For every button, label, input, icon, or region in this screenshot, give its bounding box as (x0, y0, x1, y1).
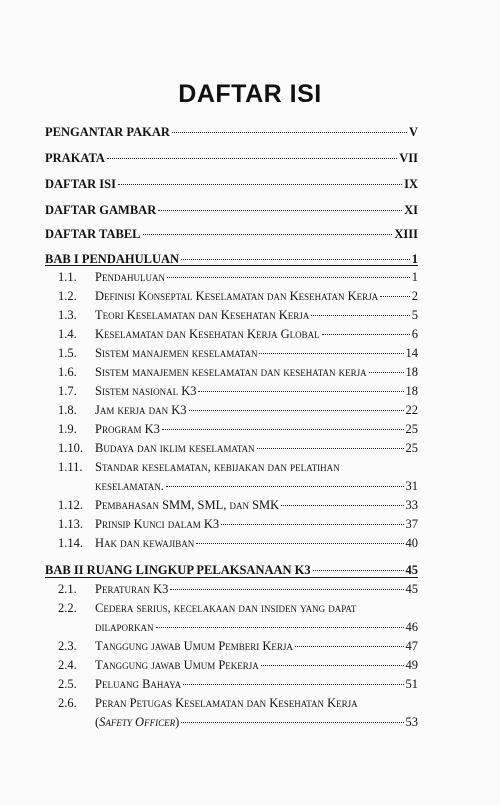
toc-entry-pengantar-pakar[interactable] (45, 125, 418, 140)
chapter-divider (45, 577, 418, 578)
dot-leader (259, 353, 403, 354)
section-page: 31 (405, 479, 418, 493)
section-page: 18 (405, 365, 418, 379)
dot-leader (380, 296, 410, 297)
toc-section-1-3[interactable] (58, 308, 418, 323)
section-label: Tanggung jawab Umum Pekerja (95, 658, 259, 672)
section-number: 2.6. (58, 696, 77, 710)
dot-leader (172, 132, 407, 133)
section-number: 1.12. (58, 498, 83, 512)
section-page: 33 (405, 498, 418, 512)
section-number: 1.2. (58, 289, 77, 303)
dot-leader (196, 543, 403, 544)
dot-leader (107, 158, 397, 159)
entry-page: V (408, 125, 418, 139)
dot-leader (118, 184, 402, 185)
entry-label: PENGANTAR PAKAR (45, 125, 170, 139)
section-label-continued: keselamatan. (95, 479, 164, 493)
section-number: 1.5. (58, 346, 77, 360)
section-label: Sistem manajemen keselamatan dan kesehatan kerja (95, 365, 367, 379)
toc-section-2-6-continued[interactable] (95, 715, 418, 730)
toc-section-1-11-continued[interactable] (95, 479, 418, 494)
chapter-page: 1 (411, 252, 418, 266)
section-number: 1.7. (58, 384, 77, 398)
entry-label: DAFTAR TABEL (45, 227, 141, 241)
section-label: Peran Petugas Keselamatan dan Kesehatan Kerja (95, 696, 358, 710)
dot-leader (311, 315, 409, 316)
section-number: 2.5. (58, 677, 77, 691)
section-page: 25 (405, 422, 418, 436)
section-page: 18 (405, 384, 418, 398)
dot-leader (295, 646, 404, 647)
toc-section-1-7[interactable] (58, 384, 418, 399)
dot-leader (198, 391, 403, 392)
dot-leader (170, 589, 403, 590)
section-label: Peraturan K3 (95, 582, 169, 596)
section-label: Budaya dan iklim keselamatan (95, 441, 255, 455)
section-label: Tanggung jawab Umum Pemberi Kerja (95, 639, 293, 653)
section-label: Hak dan kewajiban (95, 536, 195, 550)
section-number: 2.1. (58, 582, 77, 596)
section-label: Teori Keselamatan dan Kesehatan Kerja (95, 308, 310, 322)
toc-section-2-3[interactable] (58, 639, 418, 654)
toc-entry-daftar-tabel[interactable] (45, 227, 418, 242)
toc-chapter-bab-2[interactable] (45, 563, 418, 578)
section-label: Jam kerja dan K3 (95, 403, 187, 417)
entry-page: XI (404, 203, 418, 217)
entry-page: IX (404, 177, 418, 191)
section-label: Sistem manajemen keselamatan (95, 346, 258, 360)
toc-section-1-9[interactable] (58, 422, 418, 437)
section-page: 22 (405, 403, 418, 417)
chapter-label: BAB I PENDAHULUAN (45, 252, 180, 266)
section-label-continued: dilaporkan (95, 620, 154, 634)
paren-close: ) (175, 715, 180, 729)
entry-label: DAFTAR GAMBAR (45, 203, 157, 217)
toc-section-1-8[interactable] (58, 403, 418, 418)
section-page: 37 (405, 517, 418, 531)
toc-section-1-10[interactable] (58, 441, 418, 456)
section-page: 40 (405, 536, 418, 550)
toc-section-2-2[interactable] (58, 601, 418, 616)
paren-open: ( (95, 715, 100, 729)
entry-label: DAFTAR ISI (45, 177, 116, 191)
section-page: 45 (405, 582, 418, 596)
entry-label: PRAKATA (45, 151, 105, 165)
dot-leader (181, 722, 403, 723)
dot-leader (322, 334, 410, 335)
section-page: 5 (411, 308, 418, 322)
section-number: 1.6. (58, 365, 77, 379)
section-label: Definisi Konseptal Keselamatan dan Kesehatan Kerja (95, 289, 379, 303)
section-label: Keselamatan dan Kesehatan Kerja Global (95, 327, 320, 341)
dot-leader (257, 448, 404, 449)
section-page: 25 (405, 441, 418, 455)
section-label: Program K3 (95, 422, 160, 436)
dot-leader (369, 372, 404, 373)
chapter-divider (45, 265, 418, 266)
toc-section-2-1[interactable] (58, 582, 418, 597)
toc-section-1-12[interactable] (58, 498, 418, 513)
section-page: 14 (405, 346, 418, 360)
entry-page: VII (399, 151, 418, 165)
dot-leader (221, 524, 403, 525)
toc-section-1-13[interactable] (58, 517, 418, 532)
chapter-page: 45 (405, 563, 418, 577)
section-page: 46 (405, 620, 418, 634)
toc-section-2-6[interactable] (58, 696, 418, 711)
toc-section-1-5[interactable] (58, 346, 418, 361)
dot-leader (181, 259, 410, 260)
section-label: Pendahuluan (95, 270, 165, 284)
section-label: Prinsip Kunci dalam K3 (95, 517, 220, 531)
dot-leader (158, 210, 402, 211)
section-label: Cedera serius, kecelakaan dan insiden yang dapat (95, 601, 357, 615)
dot-leader (156, 627, 404, 628)
section-number: 1.4. (58, 327, 77, 341)
section-page: 2 (411, 289, 418, 303)
page-title: DAFTAR ISI (178, 80, 322, 108)
dot-leader (189, 410, 404, 411)
section-number: 1.10. (58, 441, 83, 455)
section-number: 1.9. (58, 422, 77, 436)
section-page: 49 (405, 658, 418, 672)
toc-section-1-14[interactable] (58, 536, 418, 551)
dot-leader (281, 505, 403, 506)
toc-section-1-1[interactable] (58, 270, 418, 285)
toc-section-2-2-continued[interactable] (95, 620, 418, 635)
toc-section-1-6[interactable] (58, 365, 418, 380)
section-label: Standar keselamatan, kebijakan dan pelatihan (95, 460, 340, 474)
entry-page: XIII (394, 227, 418, 241)
section-page: 53 (405, 715, 418, 729)
section-label: Pembahasan SMM, SML, dan SMK (95, 498, 280, 512)
dot-leader (143, 234, 393, 235)
section-page: 6 (411, 327, 418, 341)
chapter-label: BAB II RUANG LINGKUP PELAKSANAAN K3 (45, 563, 311, 577)
section-label: Sistem nasional K3 (95, 384, 197, 398)
section-number: 1.13. (58, 517, 83, 531)
section-page: 47 (405, 639, 418, 653)
toc-entry-daftar-isi[interactable] (45, 177, 418, 192)
section-label-continued: Safety Officer (99, 715, 176, 729)
section-number: 2.4. (58, 658, 77, 672)
dot-leader (162, 429, 404, 430)
toc-section-2-4[interactable] (58, 658, 418, 673)
toc-entry-prakata[interactable] (45, 151, 418, 166)
section-number: 1.3. (58, 308, 77, 322)
toc-section-1-2[interactable] (58, 289, 418, 304)
section-page: 1 (411, 270, 418, 284)
toc-section-1-11[interactable] (58, 460, 418, 475)
section-page: 51 (405, 677, 418, 691)
dot-leader (183, 684, 403, 685)
section-number: 2.2. (58, 601, 77, 615)
section-label: Peluang Bahaya (95, 677, 182, 691)
dot-leader (166, 486, 404, 487)
section-number: 2.3. (58, 639, 77, 653)
dot-leader (313, 570, 404, 571)
toc-section-2-5[interactable] (58, 677, 418, 692)
toc-entry-daftar-gambar[interactable] (45, 203, 418, 218)
section-number: 1.14. (58, 536, 83, 550)
dot-leader (167, 277, 410, 278)
section-number: 1.8. (58, 403, 77, 417)
section-number: 1.1. (58, 270, 77, 284)
toc-section-1-4[interactable] (58, 327, 418, 342)
section-number: 1.11. (58, 460, 83, 474)
dot-leader (261, 665, 404, 666)
